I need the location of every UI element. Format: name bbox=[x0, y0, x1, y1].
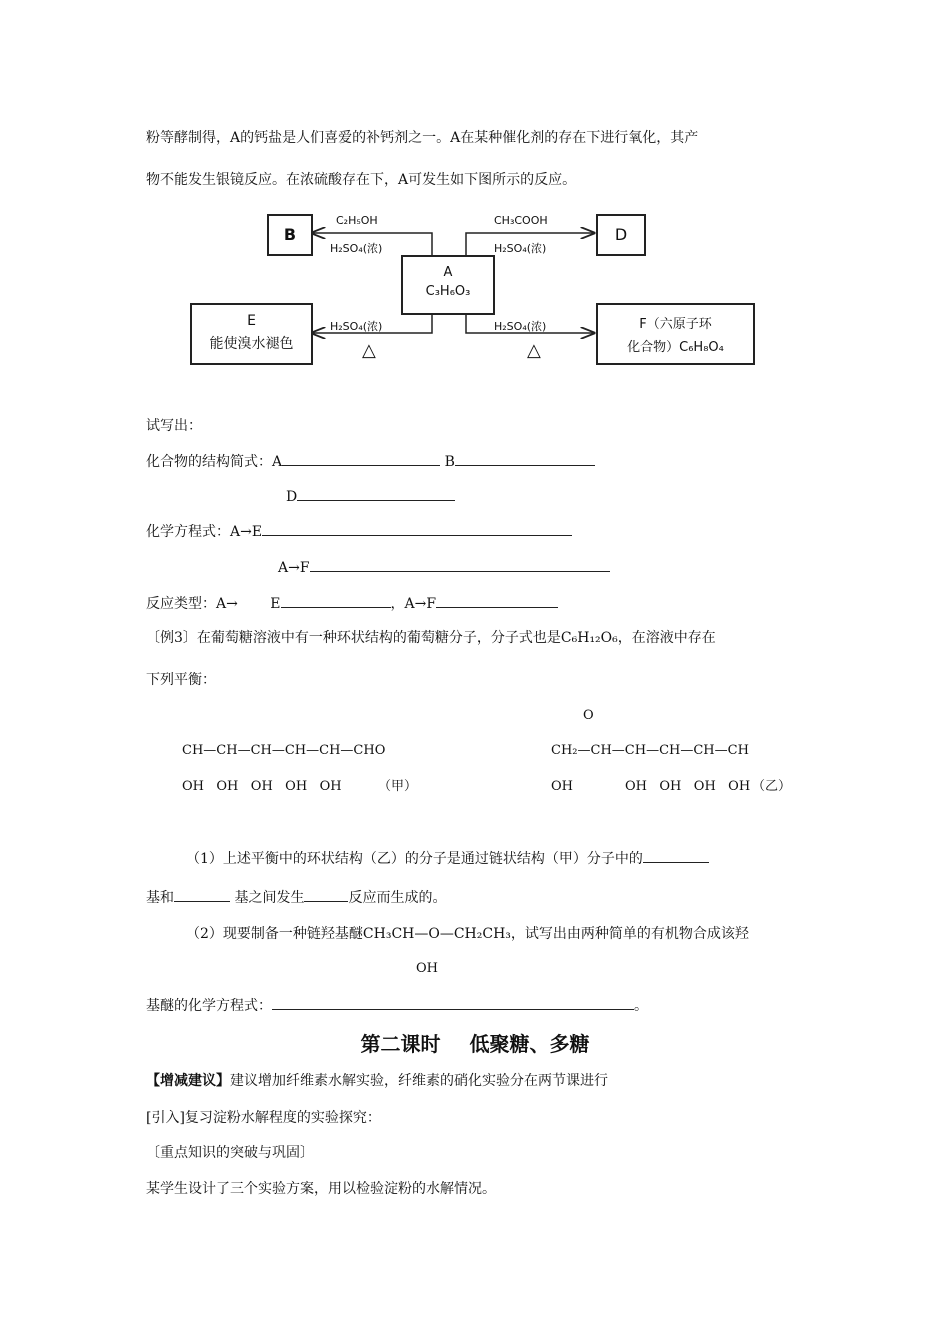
box-a-formula: C₃H₆O₃ bbox=[425, 284, 471, 299]
jia-chain: CH—CH—CH—CH—CH—CHO bbox=[182, 743, 386, 758]
yi-o: O bbox=[583, 708, 594, 723]
intro-line-1: 粉等酵制得，A的钙盐是人们喜爱的补钙剂之一。A在某种催化剂的存在下进行氧化，其产 bbox=[146, 130, 699, 146]
heat-symbol-e: △ bbox=[362, 340, 376, 361]
section-title: 第二课时 低聚糖、多糖 bbox=[360, 1032, 590, 1056]
suggestion-bracket: 【增减建议】 bbox=[146, 1073, 230, 1089]
intro-line-2: 物不能发生银镜反应。在浓硫酸存在下，A可发生如下图所示的反应。 bbox=[146, 172, 577, 188]
q2-line-3 bbox=[146, 995, 648, 1016]
suggestion-text: 建议增加纤维素水解实验，纤维素的硝化实验分在两节课进行 bbox=[230, 1073, 608, 1089]
suggestion-line bbox=[146, 1071, 608, 1091]
jia-label: （甲） bbox=[378, 779, 418, 794]
box-e-label: E bbox=[247, 313, 256, 329]
box-a-label: A bbox=[443, 265, 453, 280]
yi-chain: CH₂—CH—CH—CH—CH—CH bbox=[551, 743, 749, 758]
type-label: 反应类型：A→ bbox=[146, 596, 238, 612]
reagent-e: H₂SO₄(浓) bbox=[330, 320, 383, 333]
blank-q1-a[interactable] bbox=[643, 848, 709, 863]
reaction-diagram bbox=[0, 0, 950, 400]
type-e-label: E bbox=[270, 596, 281, 612]
box-b-label: B bbox=[283, 225, 297, 244]
eq-line bbox=[146, 521, 572, 542]
struct-d-line bbox=[286, 486, 455, 507]
experiment-line: 某学生设计了三个实验方案，用以检验淀粉的水解情况。 bbox=[146, 1181, 496, 1197]
type-af-label: ，A→F bbox=[390, 596, 437, 612]
blank-q2[interactable] bbox=[272, 995, 634, 1010]
box-f bbox=[596, 303, 755, 365]
intro-ref-line: [引入]复习淀粉水解程度的实验探究： bbox=[146, 1110, 381, 1126]
q2-line-1: （2）现要制备一种链羟基醚CH₃CH—O—CH₂CH₃，试写出由两种简单的有机物合成该羟 bbox=[186, 926, 749, 942]
struct-d-label: D bbox=[286, 489, 298, 505]
blank-type-f[interactable] bbox=[436, 593, 558, 608]
blank-q1-c[interactable] bbox=[304, 887, 348, 902]
blank-eq-af[interactable] bbox=[310, 557, 610, 572]
box-d bbox=[596, 214, 646, 256]
yi-label: （乙） bbox=[752, 779, 792, 794]
yi-oh-1: OH bbox=[551, 779, 573, 794]
struct-label: 化合物的结构简式：A bbox=[146, 454, 283, 470]
box-b bbox=[267, 214, 313, 256]
type-line bbox=[146, 593, 558, 614]
reagent-d-top: CH₃COOH bbox=[494, 214, 548, 227]
key-knowledge-line: 〔重点知识的突破与巩固〕 bbox=[146, 1145, 314, 1161]
blank-type-e[interactable] bbox=[281, 593, 391, 608]
example3-line-2: 下列平衡： bbox=[146, 672, 216, 688]
eq-af-line bbox=[278, 557, 610, 578]
q1-text-c: 反应而生成的。 bbox=[348, 890, 447, 906]
box-e bbox=[190, 303, 313, 365]
eq-af-label: A→F bbox=[278, 560, 310, 576]
blank-d[interactable] bbox=[297, 486, 455, 501]
q1-text: （1）上述平衡中的环状结构（乙）的分子是通过链状结构（甲）分子中的 bbox=[186, 851, 643, 867]
example3-line-1: 〔例3〕在葡萄糖溶液中有一种环状结构的葡萄糖分子，分子式也是C₆H₁₂O₆，在溶液中存在 bbox=[146, 630, 716, 646]
blank-b[interactable] bbox=[455, 451, 595, 466]
write-out: 试写出： bbox=[146, 418, 202, 434]
blank-q1-b[interactable] bbox=[174, 887, 230, 902]
q1-text-a: 基和 bbox=[146, 890, 174, 906]
q2-end: 。 bbox=[634, 998, 648, 1014]
struct-b-label: B bbox=[444, 454, 455, 470]
box-a bbox=[401, 255, 495, 315]
box-f-label: F（六原子环 bbox=[639, 317, 712, 332]
jia-oh: OH OH OH OH OH bbox=[182, 779, 342, 794]
eq-label: 化学方程式：A→E bbox=[146, 524, 263, 540]
blank-a[interactable] bbox=[282, 451, 440, 466]
q1-line-1 bbox=[186, 848, 709, 869]
box-d-label: D bbox=[614, 225, 628, 244]
box-f-formula: 化合物）C₆H₈O₄ bbox=[627, 340, 724, 355]
q2-label: 基醚的化学方程式： bbox=[146, 998, 272, 1014]
reagent-d-bottom: H₂SO₄(浓) bbox=[494, 242, 547, 255]
box-e-desc: 能使溴水褪色 bbox=[209, 336, 294, 352]
reagent-f: H₂SO₄(浓) bbox=[494, 320, 547, 333]
heat-symbol-f: △ bbox=[527, 340, 541, 361]
blank-eq-ae[interactable] bbox=[262, 521, 572, 536]
q1-line-2 bbox=[146, 887, 446, 908]
q2-oh: OH bbox=[416, 961, 438, 976]
struct-line bbox=[146, 451, 595, 472]
reagent-b-top: C₂H₅OH bbox=[336, 214, 378, 227]
reagent-b-bottom: H₂SO₄(浓) bbox=[330, 242, 383, 255]
q1-text-b: 基之间发生 bbox=[234, 890, 305, 906]
yi-oh-2: OH OH OH OH bbox=[625, 779, 751, 794]
